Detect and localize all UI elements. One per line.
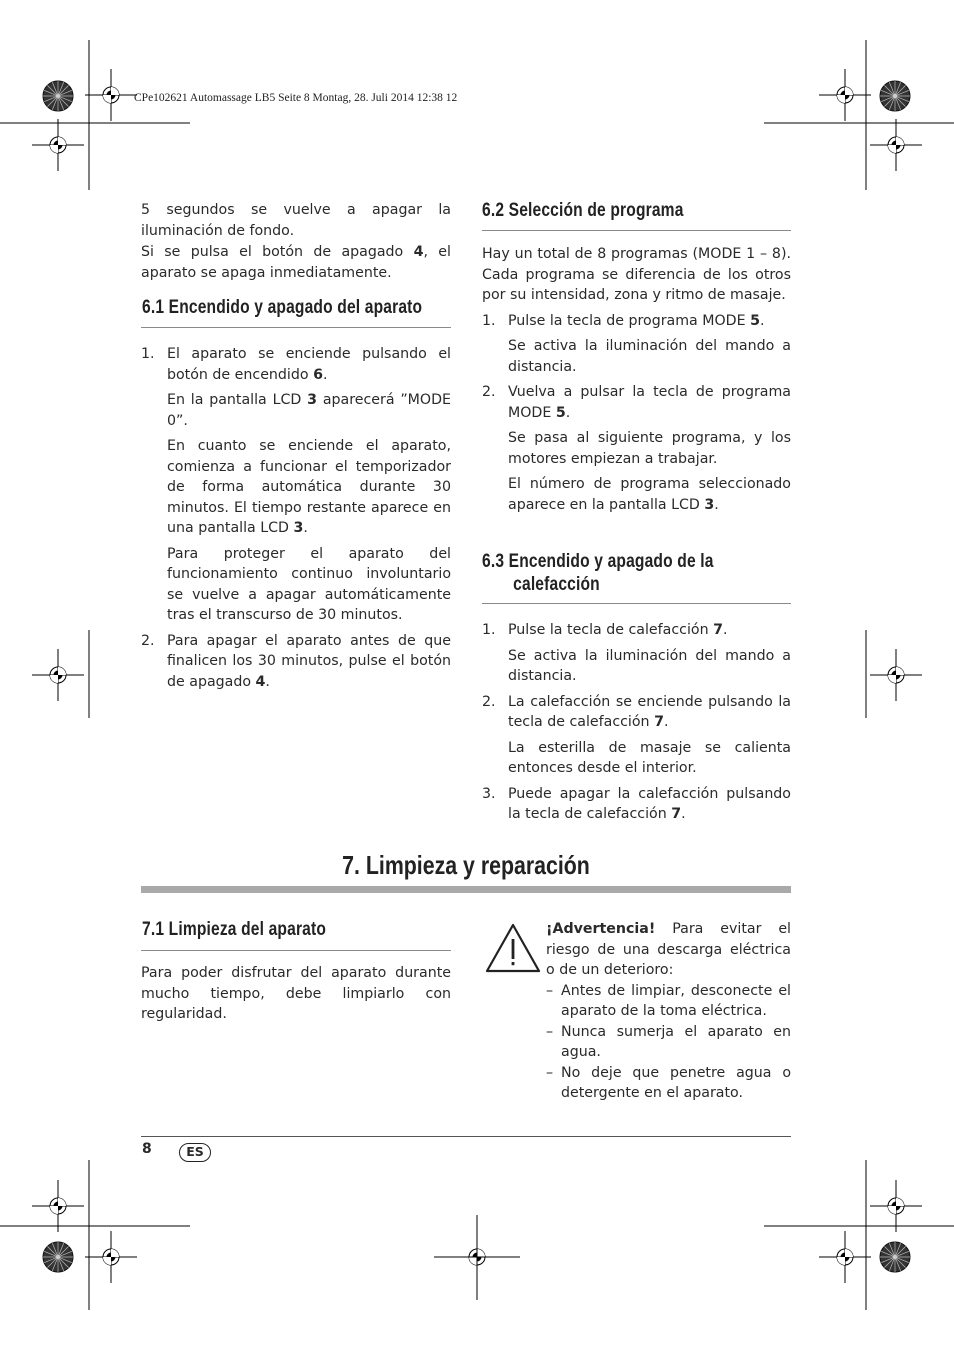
list-text-end: . xyxy=(759,312,765,329)
section-6-3-title-line2: calefacción xyxy=(513,574,600,595)
list-text: Pulse la tecla de programa MODE xyxy=(508,312,751,329)
list-number: 1. xyxy=(482,312,496,329)
list-number: 2. xyxy=(482,384,496,400)
ref-number: 7 xyxy=(671,806,682,822)
intro-paragraph-2 xyxy=(141,242,451,283)
warning-triangle-icon xyxy=(484,922,542,974)
list-text: La calefacción se enciende pulsando la tecla de calefacción xyxy=(508,693,791,730)
ref-number: 3 xyxy=(307,392,317,408)
ref-number: 7 xyxy=(713,622,723,638)
list-subparagraph: Se activa la iluminación del mando a distancia. xyxy=(508,338,791,375)
warning-item-text: Nunca sumerja el aparato en agua. xyxy=(561,1023,791,1060)
list-subparagraph: Se pasa al siguiente programa, y los motores empiezan a trabajar. xyxy=(508,430,791,467)
warning-item: – Antes de limpiar, desconecte el aparato de la toma eléctrica. xyxy=(546,981,791,1022)
warning-item: – Nunca sumerja el aparato en agua. xyxy=(546,1022,791,1063)
chapter-7-title-wrap xyxy=(141,850,791,881)
list-text: Vuelva a pulsar la tecla de programa MODE xyxy=(508,384,791,421)
list-text: Pulse la tecla de calefacción xyxy=(508,622,714,638)
list-number: 3. xyxy=(482,785,496,802)
intro-text-2b: , el aparato se apaga inmediatamente. xyxy=(141,244,451,281)
section-6-3-title xyxy=(482,550,714,596)
sub-text: En cuanto se enciende el aparato, comienza a funcionar el temporizador de forma automática durante 30 minutos. El tiempo restante aparece en una pantalla LCD xyxy=(167,438,451,536)
sub-text: En la pantalla LCD xyxy=(167,392,308,408)
list-number: 1. xyxy=(141,346,155,362)
list-subparagraph: La esterilla de masaje se calienta entonces desde el interior. xyxy=(508,739,791,776)
warning-block xyxy=(546,919,791,1104)
list-item xyxy=(141,631,451,693)
section-divider xyxy=(141,327,451,328)
ref-number: 5 xyxy=(555,404,566,421)
list-text-end: . xyxy=(265,673,270,690)
section-6-1-list xyxy=(141,344,451,692)
list-text: Puede apagar la calefacción pulsando la tecla de calefacción xyxy=(508,785,791,822)
list-text-end: . xyxy=(663,714,669,730)
list-number: 1. xyxy=(482,622,496,638)
section-6-2-intro: Hay un total de 8 programas (MODE 1 – 8). Cada programa se diferencia de los otros por su intensidad, zona y ritmo de masaje. xyxy=(482,246,791,303)
list-text-end: . xyxy=(681,806,686,822)
list-subparagraph xyxy=(141,390,451,431)
list-subparagraph: Se activa la iluminación del mando a distancia. xyxy=(508,647,791,684)
warning-item: – No deje que penetre agua o detergente en el aparato. xyxy=(546,1063,791,1104)
section-6-1-title: 6.1 Encendido y apagado del aparato xyxy=(142,297,423,318)
page-number: 8 xyxy=(142,1141,152,1157)
section-6-3-title-line1: 6.3 Encendido y apagado de la xyxy=(482,551,714,572)
list-item xyxy=(482,784,791,825)
list-item xyxy=(141,344,451,385)
chapter-divider-bar xyxy=(141,886,791,893)
sub-text-end: aparecerá ”MODE 0”. xyxy=(167,392,451,429)
sub-text: Para proteger el aparato del funcionamiento continuo involuntario se vuelve a apagar automáticamente tras el transcurso de 30 minutos. xyxy=(167,545,451,623)
list-subparagraph xyxy=(141,544,451,626)
list-subparagraph xyxy=(141,436,451,539)
sub-text-end: . xyxy=(714,496,719,513)
ref-number: 4 xyxy=(413,244,424,260)
intro-text-2a: Si se pulsa el botón de apagado xyxy=(141,244,414,260)
list-number: 2. xyxy=(482,693,496,710)
ref-number: 6 xyxy=(313,366,323,383)
list-item xyxy=(482,692,791,733)
ref-number: 3 xyxy=(293,520,304,536)
print-header: CPe102621 Automassage LB5 Seite 8 Montag, 28. Juli 2014 12:38 12 xyxy=(134,92,458,104)
footer-rule xyxy=(141,1136,791,1137)
warning-label: ¡Advertencia! xyxy=(546,921,656,937)
section-divider xyxy=(141,950,451,951)
intro-text-1: 5 segundos se vuelve a apagar la iluminación de fondo. xyxy=(141,202,451,239)
section-divider xyxy=(482,230,791,231)
section-6-2-title: 6.2 Selección de programa xyxy=(482,200,684,221)
chapter-7-title: 7. Limpieza y reparación xyxy=(342,850,590,880)
section-6-3-list xyxy=(482,620,791,825)
section-7-1-title: 7.1 Limpieza del aparato xyxy=(142,919,327,940)
ref-number: 7 xyxy=(654,714,664,730)
language-badge: ES xyxy=(179,1143,211,1162)
list-item xyxy=(482,620,791,641)
list-item xyxy=(482,311,791,332)
list-number: 2. xyxy=(141,632,155,649)
section-7-1-text: Para poder disfrutar del aparato durante mucho tiempo, debe limpiarlo con regularidad. xyxy=(141,965,451,1022)
ref-number: 5 xyxy=(750,312,760,329)
intro-paragraph-1 xyxy=(141,200,451,241)
list-subparagraph xyxy=(482,474,791,515)
warning-text: Para evitar el riesgo de una descarga eléctrica o de un deterioro: xyxy=(546,921,791,978)
warning-item-text: No deje que penetre agua o detergente en el aparato. xyxy=(561,1064,791,1101)
list-text-end: . xyxy=(565,404,571,421)
list-item xyxy=(482,382,791,423)
section-divider xyxy=(482,603,791,604)
list-text: El aparato se enciende pulsando el botón de encendido xyxy=(167,346,451,383)
ref-number: 4 xyxy=(255,673,266,690)
sub-text-end: . xyxy=(303,520,308,536)
list-text-end: . xyxy=(322,366,328,383)
list-text-end: . xyxy=(722,622,728,638)
sub-text: El número de programa seleccionado aparece en la pantalla LCD xyxy=(508,476,791,513)
ref-number: 3 xyxy=(704,496,715,513)
section-6-2-body xyxy=(482,244,791,515)
warning-item-text: Antes de limpiar, desconecte el aparato de la toma eléctrica. xyxy=(561,982,791,1019)
list-text: Para apagar el aparato antes de que finalicen los 30 minutos, pulse el botón de apagado xyxy=(167,632,451,690)
